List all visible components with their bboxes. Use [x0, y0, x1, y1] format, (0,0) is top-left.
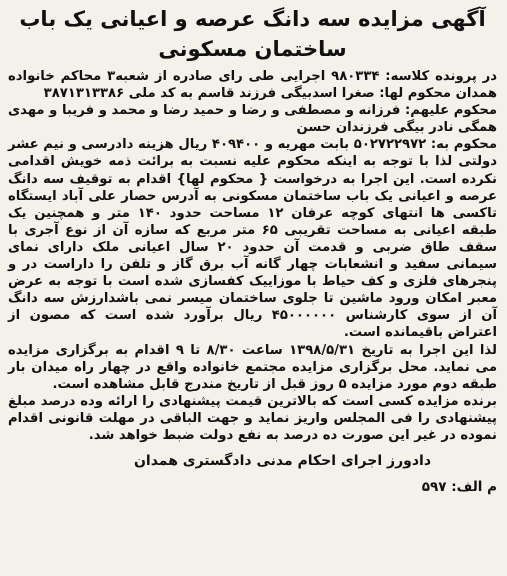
- notice-paragraph-winner: برنده مزایده کسی است که بالاترین قیمت پیشنهادی را ارائه وده درصد مبلغ پیشنهادی را فی المجلس واریز نماید و جهت الباقی در مهلت قانونی اقدام نموده در غیر این صورت ده درصد به نفع دولت ضبط خواهد شد.: [8, 393, 497, 443]
- notice-reference: م الف: ۵۹۷: [421, 479, 497, 496]
- notice-signature: دادورز اجرای احکام مدنی دادگستری همدان: [133, 453, 432, 470]
- notice-paragraph-defendants: محکوم علیهم: فرزانه و مصطفی و رضا و حمید رضا و محمد و فریبا و مهدی همگی نادر بیگی فرزندان حسن: [8, 103, 497, 136]
- notice-paragraph-judgment: محکوم به: ۵۰۲۷۲۲۹۷۲ بابت مهریه و ۴۰۹۴۰۰ ریال هزینه دادرسی و نیم عشر دولتی لذا با توجه به اینکه محکوم علیه نسبت به برائت ذمه خویش اقدامی نکرده است. این اجرا به درخواست { محکوم لها} اقدام به توقیف سه دانگ عرصه و اعیانی یک باب ساختمان مسکونی به آدرس حصار علی آباد ایستگاه تاکسی ها انتهای کوچه عرفان ۱۲ مساحت حدود ۱۴۰ متر و همچنین یک طبقه اعیانی به مساحت تقریبی ۶۵ متر مربع که سازه آن از نوع آجری با سقف طاق ضربی و قدمت آن حدود ۲۰ سال اعیانی ملک دارای نمای سیمانی سفید و انشعابات چهار گانه آب برق گاز و تلفن را داراست در و پنجرهای فلزی و کف حیاط با موزاییک کفسازی شده است با توجه به عرض معبر امکان ورود ماشین تا جلوی ساختمان میسر نمی باشدارزش سه دانگ آن از سوی کارشناس ۴۵۰۰۰۰۰۰ ریال برآورد شده است که مصون از اعتراض باقیمانده است.: [8, 137, 498, 341]
- notice-paragraph-auction-date: لذا این اجرا به تاریخ ۱۳۹۸/۵/۳۱ ساعت ۸/۳۰ تا ۹ اقدام به برگزاری مزایده می نماید. محل برگزاری مزایده مجتمع خانواده واقع در چهار راه میدان بار طبقه دوم مورد مزایده ۵ روز قبل از تاریخ مندرج قابل مشاهده است.: [8, 342, 497, 392]
- notice-body: [8, 68, 497, 444]
- notice-paragraph-case: در پرونده کلاسه: ۹۸۰۳۳۴ اجرایی طی رای صادره از شعبه۳ محاکم خانواده همدان محکوم لها: صغرا اسدبیگی فرزند قاسم به کد ملی ۳۸۷۱۳۱۳۳۸۶: [8, 69, 498, 102]
- notice-title: آگهی مزایده سه دانگ عرصه و اعیانی یک باب ساختمان مسکونی: [19, 7, 486, 61]
